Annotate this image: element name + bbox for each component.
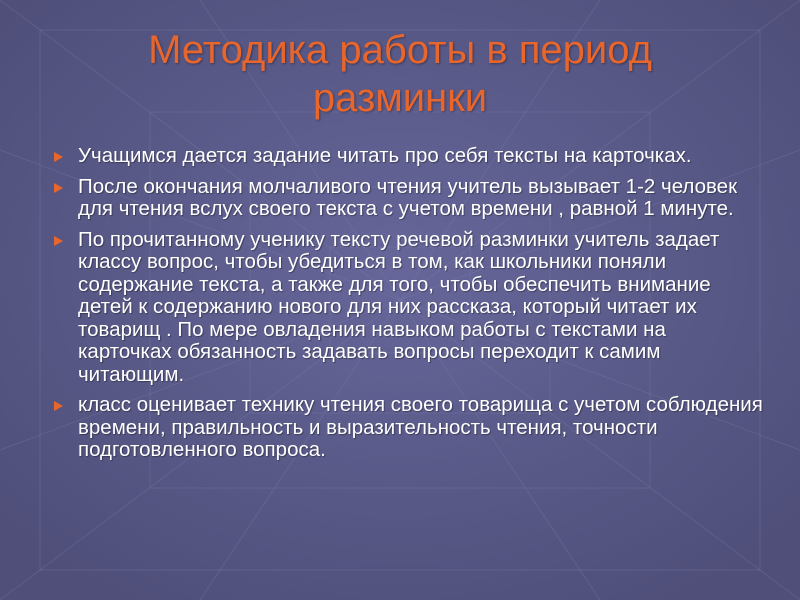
bullet-text: Учащимся дается задание читать про себя тексты на карточках. — [78, 144, 692, 167]
bullet-item — [50, 394, 765, 462]
bullet-item — [50, 176, 765, 221]
bullet-list — [50, 145, 765, 470]
slide-title: Методика работы в период разминки — [148, 28, 652, 120]
bullet-arrow-icon — [54, 401, 63, 411]
bullet-item — [50, 229, 765, 387]
bullet-item — [50, 145, 765, 168]
bullet-text: класс оценивает технику чтения своего товарища с учетом соблюдения времени, правильность и выразительность чтения, точности подготовленного вопроса. — [78, 393, 763, 461]
bullet-arrow-icon — [54, 183, 63, 193]
bullet-text: По прочитанному ученику тексту речевой разминки учитель задает классу вопрос, чтобы убедиться в том, как школьники поняли содержание текста, а также для того, чтобы обеспечить внимание детей к содержанию нового для них рассказа, который читает их товарищ . По мере овладения навыком работы с текстами на карточках обязанность задавать вопросы переходит к самим читающим. — [78, 227, 720, 386]
bullet-arrow-icon — [54, 236, 63, 246]
bullet-text: После окончания молчаливого чтения учитель вызывает 1-2 человек для чтения вслух своего текста с учетом времени , равной 1 минуте. — [78, 174, 738, 220]
bullet-arrow-icon — [54, 152, 63, 162]
